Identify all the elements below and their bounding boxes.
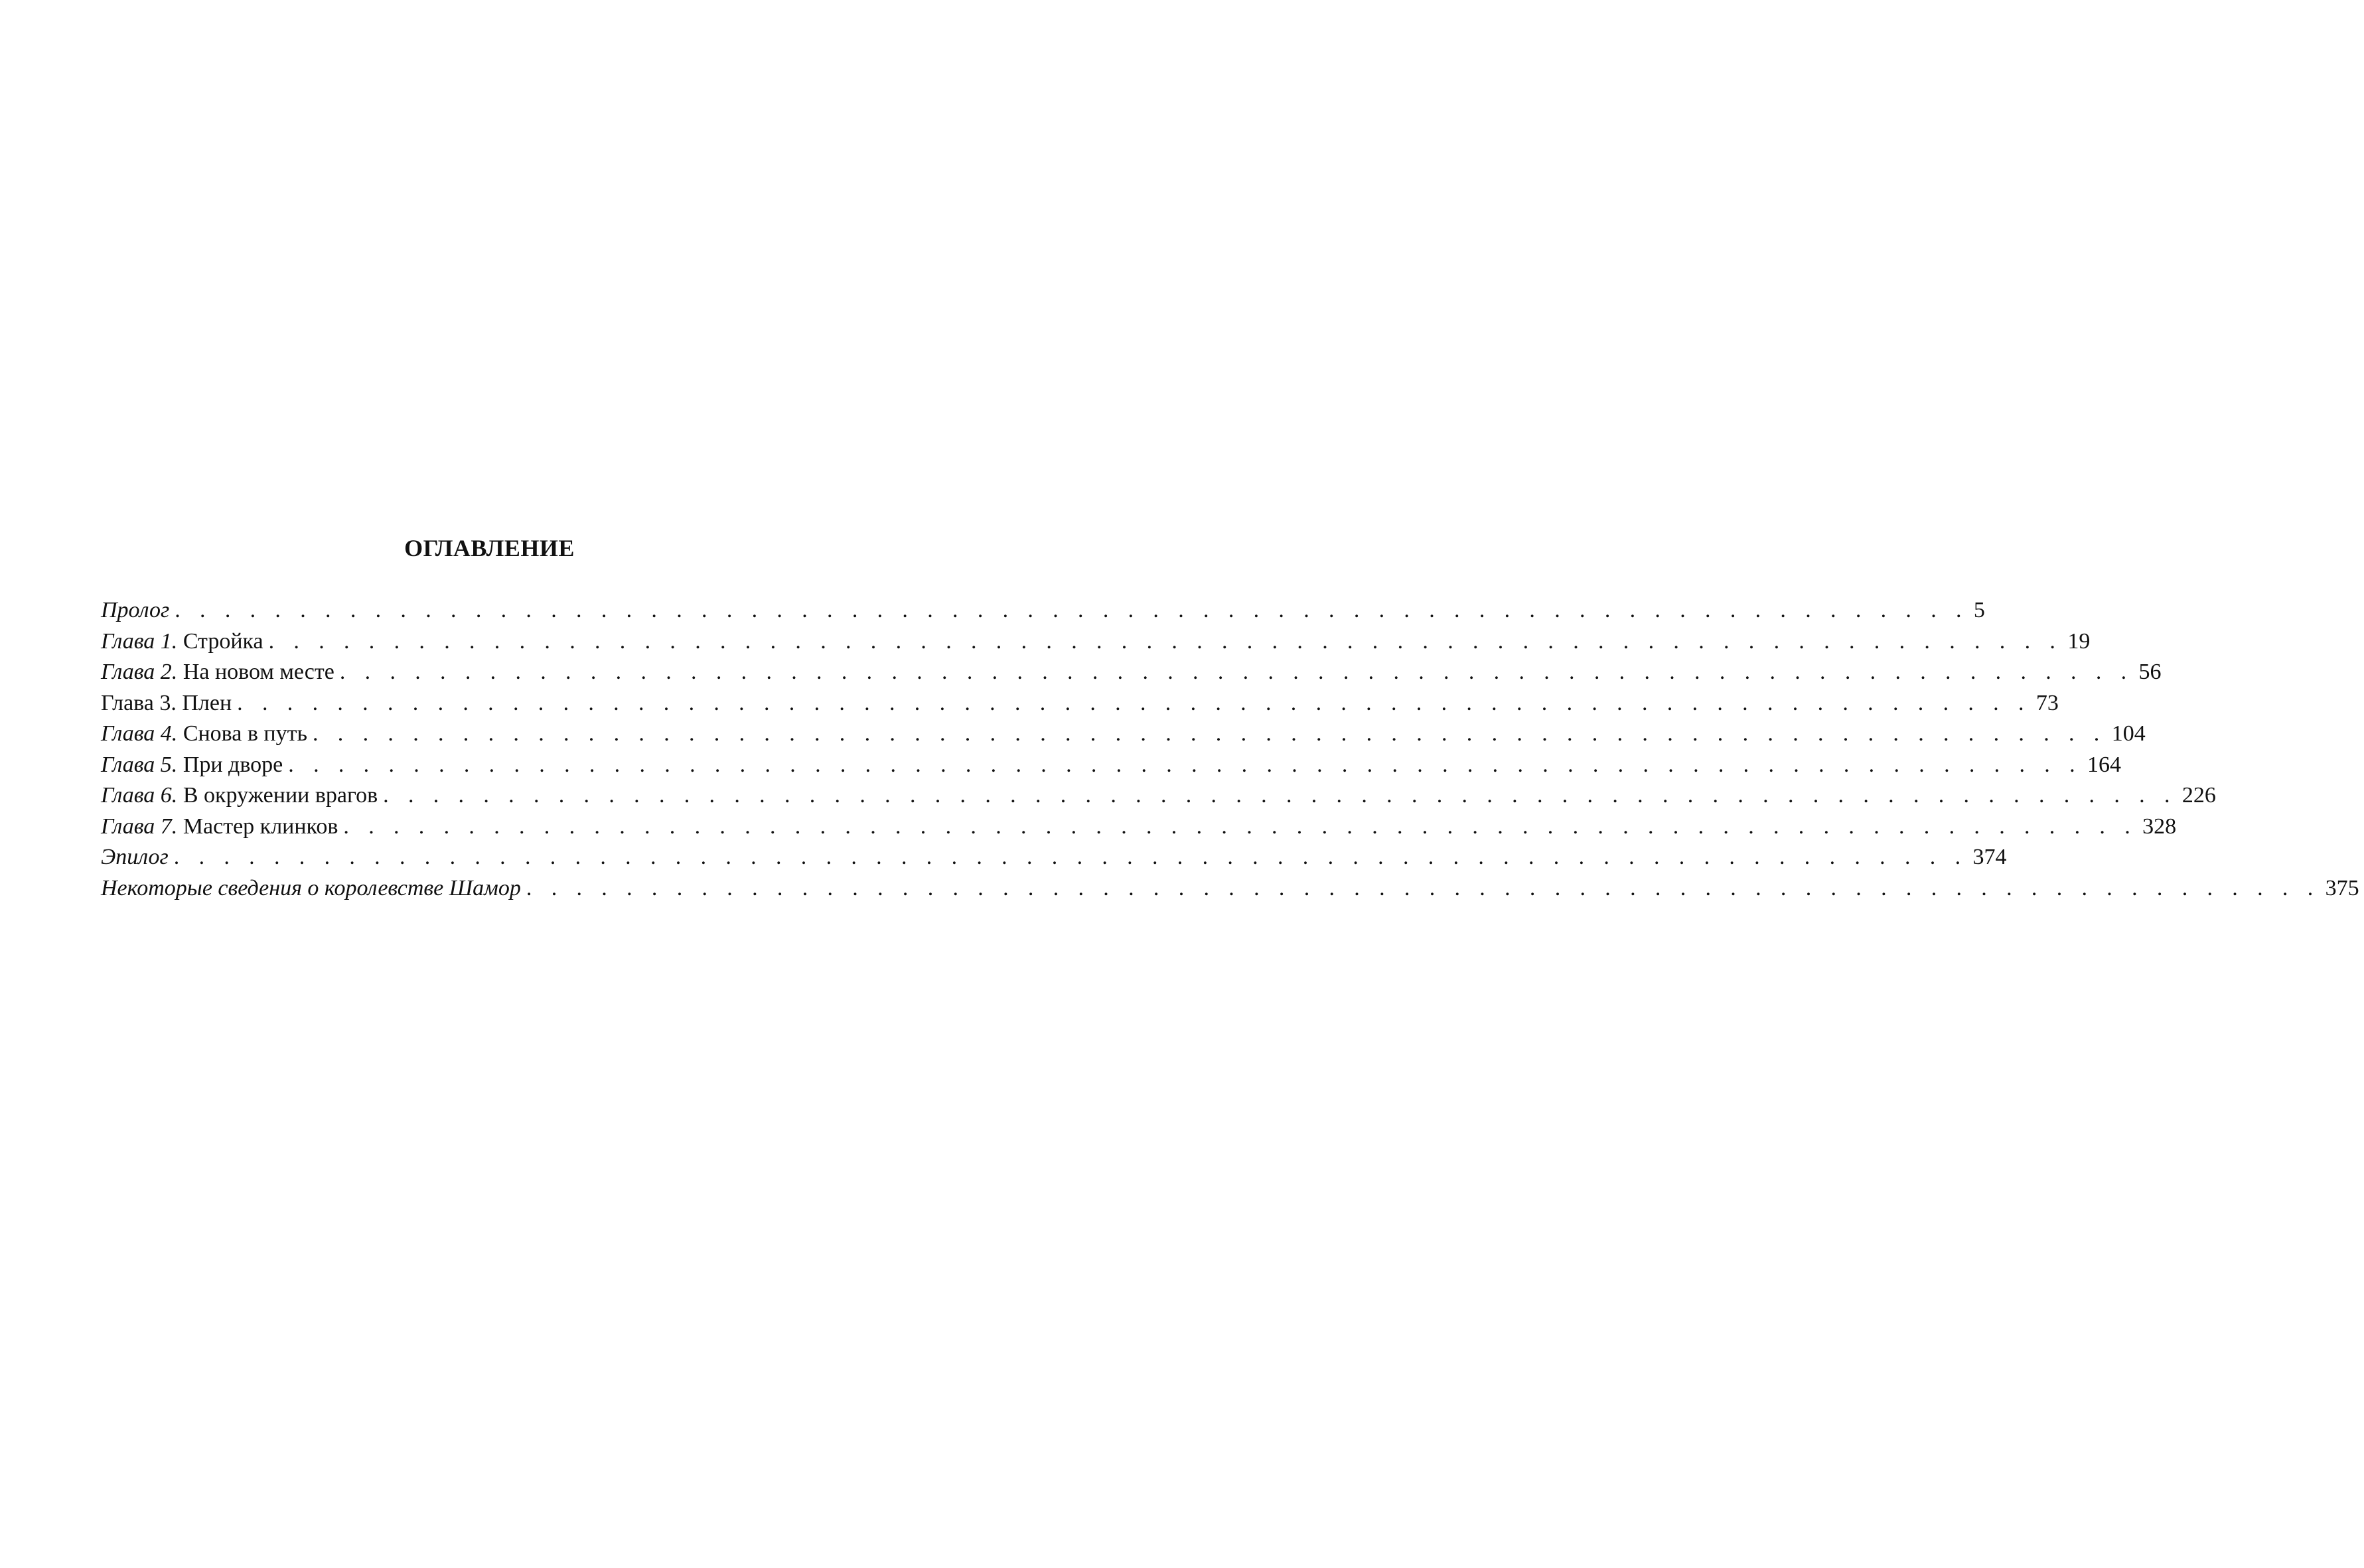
toc-entry-prefix: Глава 7. (101, 814, 178, 839)
toc-page-number: 56 (2138, 660, 2162, 684)
toc-page-number: 73 (2035, 690, 2059, 715)
toc-entry (101, 780, 2216, 812)
toc-entry (101, 595, 1985, 626)
toc-entry-title (101, 688, 232, 719)
toc-leader-dots: . . . . . . . . . . . . . . . . . . . . . . . . . . . . . . . . . . . . . . . . . . . . . . . . . . . . . . . . . . . . . . . . . . . . . . . . (237, 690, 2031, 715)
toc-entry (101, 688, 2059, 719)
toc-page-number: 328 (2142, 814, 2177, 839)
toc-entry-title (101, 750, 283, 781)
toc-entry (101, 873, 2359, 904)
toc-entry-prefix: Глава 2. (101, 660, 178, 684)
toc-entry-prefix: Глава 6. (101, 783, 178, 808)
toc-entry (101, 750, 2121, 781)
toc-entry-prefix: Пролог (101, 598, 170, 622)
toc-entry (101, 626, 2091, 658)
toc-entry-title (101, 842, 169, 873)
toc-entry-name: При дворе (183, 752, 283, 777)
toc-leader-dots: . . . . . . . . . . . . . . . . . . . . . . . . . . . . . . . . . . . . . . . . . . . . . . . . . . . . . . . . . . . . . . . . . . . . . . . . (313, 721, 2106, 746)
toc-leader-dots: . . . . . . . . . . . . . . . . . . . . . . . . . . . . . . . . . . . . . . . . . . . . . . . . . . . . . . . . . . . . . . . . . . . . . . . . (526, 875, 2320, 900)
toc-leader-dots: . . . . . . . . . . . . . . . . . . . . . . . . . . . . . . . . . . . . . . . . . . . . . . . . . . . . . . . . . . . . . . . . . . . . . . . . (175, 598, 1968, 622)
toc-page-number: 374 (1972, 845, 2007, 869)
toc-entry-name: Снова в путь (183, 721, 307, 746)
toc-entry-title (101, 626, 263, 658)
toc-entry-prefix: Глава 5. (101, 752, 178, 777)
toc-page-number: 164 (2087, 752, 2121, 777)
toc-leader-dots: . . . . . . . . . . . . . . . . . . . . . . . . . . . . . . . . . . . . . . . . . . . . . . . . . . . . . . . . . . . . . . . . . . . . . . . . (173, 845, 1968, 869)
toc-page-number: 5 (1973, 598, 1985, 622)
toc-entry-prefix: Эпилог (101, 845, 169, 869)
toc-leader-dots: . . . . . . . . . . . . . . . . . . . . . . . . . . . . . . . . . . . . . . . . . . . . . . . . . . . . . . . . . . . . . . . . . . . . . . . . (343, 814, 2138, 839)
toc-list (101, 595, 2359, 904)
toc-entry-title (101, 595, 169, 626)
toc-leader-dots: . . . . . . . . . . . . . . . . . . . . . . . . . . . . . . . . . . . . . . . . . . . . . . . . . . . . . . . . . . . . . . . . . . . . . . . . (268, 628, 2063, 654)
toc-entry (101, 842, 2007, 873)
toc-entry-title (101, 812, 338, 843)
toc-entry-prefix: Глава 4. (101, 721, 178, 746)
toc-entry-title (101, 873, 521, 904)
toc-entry-title (101, 780, 378, 812)
toc-entry-prefix: Глава 1. (101, 628, 178, 654)
toc-entry (101, 657, 2162, 688)
toc-entry-prefix: Некоторые сведения о королевстве Шамор (101, 875, 521, 900)
toc-leader-dots: . . . . . . . . . . . . . . . . . . . . . . . . . . . . . . . . . . . . . . . . . . . . . . . . . . . . . . . . . . . . . . . . . . . . . . . . (339, 660, 2134, 684)
page-title: ОГЛАВЛЕНИЕ (404, 535, 575, 561)
toc-entry-title (101, 657, 334, 688)
toc-entry-name: На новом месте (183, 660, 334, 684)
toc-page-number: 375 (2325, 875, 2359, 900)
toc-entry-title (101, 719, 307, 750)
toc-entry-prefix: Глава 3. (101, 690, 177, 715)
toc-page-number: 104 (2111, 721, 2146, 746)
toc-entry (101, 812, 2177, 843)
toc-leader-dots: . . . . . . . . . . . . . . . . . . . . . . . . . . . . . . . . . . . . . . . . . . . . . . . . . . . . . . . . . . . . . . . . . . . . . . . . (288, 752, 2082, 777)
toc-entry-name: Мастер клинков (183, 814, 338, 839)
toc-leader-dots: . . . . . . . . . . . . . . . . . . . . . . . . . . . . . . . . . . . . . . . . . . . . . . . . . . . . . . . . . . . . . . . . . . . . . . . . (383, 783, 2177, 808)
toc-entry-name: В окружении врагов (183, 783, 378, 808)
toc-page-number: 226 (2181, 783, 2216, 808)
toc-entry-name: Плен (182, 690, 232, 715)
toc-entry (101, 719, 2146, 750)
toc-page-number: 19 (2067, 628, 2091, 654)
toc-entry-name: Стройка (183, 628, 263, 654)
